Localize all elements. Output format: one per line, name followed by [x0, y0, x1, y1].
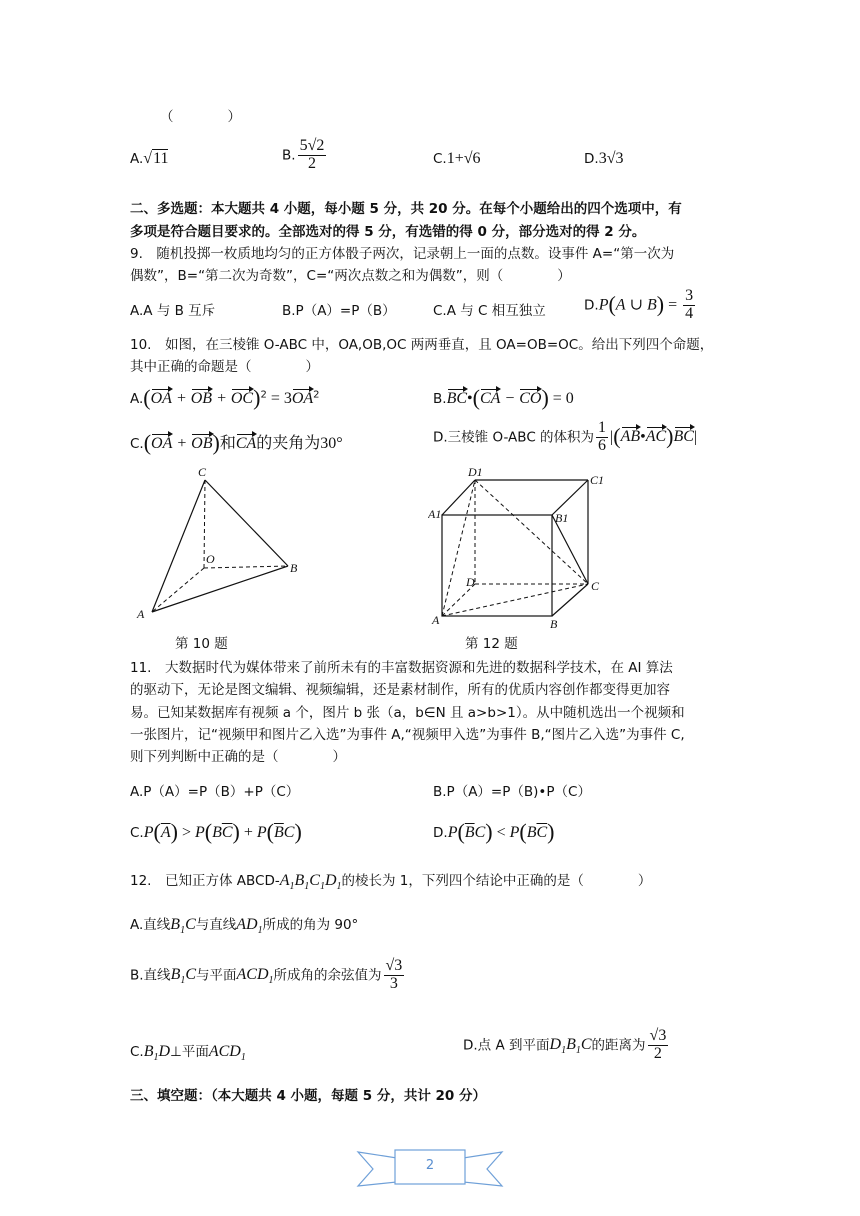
- q10-option-a: A.(OA + OB + $OC)^2 = 3OA^2$: [130, 385, 320, 410]
- q9-stem-line2: 偶数”，B=“第二次为奇数”，C=“两次点数之和为偶数”，则（ ）: [130, 268, 571, 284]
- q9-option-b: B.P（A）=P（B）: [282, 303, 396, 319]
- q12-option-b: B.直线$B_1C$与平面$ACD_1$所成角的余弦值为 $\frac{√3}{3}$: [130, 957, 403, 992]
- fig12-label-a1: A1: [428, 507, 442, 521]
- q11-option-d: $D.P(\overline{B}C) < P(B\overline{C})$: [433, 819, 555, 844]
- fig12-label-b: B: [550, 617, 558, 631]
- q8-option-b: B. $\frac{5√2}{2}$: [282, 137, 325, 172]
- fig12-label-c: C: [591, 579, 600, 593]
- q9-option-a: A.A 与 B 互斥: [130, 303, 216, 319]
- q12-option-c: $C.B_1D\perp$平面$ACD_1$: [130, 1043, 246, 1064]
- q10-stem-line1: 10. 如图，在三棱锥 O-ABC 中，OA,OB,OC 两两垂直，且 OA=OB=OC。给出下列四个命题，: [130, 337, 714, 353]
- q11-option-c: $C.P(\overline{A}) > P(B\overline{C}) + P(\overline{B}C)$: [130, 819, 302, 844]
- section3-header: 三、填空题：（本大题共 4 小题，每题 5 分，共计 20 分）: [130, 1088, 487, 1104]
- q11-option-b: B.P（A）=P（B)•P（C）: [433, 784, 591, 800]
- section2-line1: 二、多选题：本大题共 4 小题，每小题 5 分，共 20 分。在每个小题给出的四个选项中，有: [130, 201, 682, 217]
- figure-10-caption: 第 10 题: [175, 636, 228, 652]
- q10-option-d: D.三棱锥 O-ABC 的体积为 $\frac{1}{6}$ |(AB•AC)BC|: [433, 419, 698, 454]
- q8-option-d: D.3√3: [584, 150, 624, 167]
- q12-stem: 12. 已知正方体 ABCD-$A_1B_1C_1D_1$的棱长为 1，下列四个结论中正确的是（ ）: [130, 872, 652, 893]
- figure-10-tetrahedron: [130, 462, 310, 622]
- q8-option-c: C.1+√6: [433, 150, 481, 167]
- fig12-label-c1: C1: [590, 473, 605, 487]
- q10-option-c: C.(OA + OB)和CA的夹角为30°: [130, 430, 343, 455]
- q12-option-a: A.直线$B_1C$与直线$AD_1$所成的角为 90°: [130, 916, 359, 937]
- q11-stem-line1: 11. 大数据时代为媒体带来了前所未有的丰富数据资源和先进的数据科学技术，在 AI 算法: [130, 660, 673, 676]
- q11-stem-line5: 则下列判断中正确的是（ ）: [130, 749, 346, 765]
- figure-12-cube: [428, 462, 608, 632]
- q11-option-a: A.P（A）=P（B）+P（C）: [130, 784, 300, 800]
- q9-option-c: C.A 与 C 相互独立: [433, 303, 546, 319]
- q8-blank: （ ）: [160, 109, 241, 125]
- page-number: 2: [425, 1158, 435, 1173]
- q12-option-d: D.点 A 到平面$D_1B_1C$的距离为 $\frac{√3}{2}$: [463, 1027, 667, 1062]
- q11-stem-line4: 一张图片，记“视频甲和图片乙入选”为事件 A,“视频甲入选”为事件 B,“图片乙入选”为事件 C,: [130, 727, 685, 743]
- q9-option-d: D.P(A ∪ B) = $\frac{3}{4}$: [584, 287, 694, 322]
- q10-option-b: B.BC•(CA − CO) = 0: [433, 385, 574, 410]
- q11-stem-line3: 易。已知某数据库有视频 a 个，图片 b 张（a，b∈N 且 a>b>1）。从中随机选出一个视频和: [130, 705, 685, 721]
- q8-option-a: A.√11: [130, 150, 169, 167]
- fig10-label-b: B: [290, 561, 298, 575]
- q9-stem-line1: 9. 随机投掷一枚质地均匀的正方体骰子两次，记录朝上一面的点数。设事件 A=“第一次为: [130, 246, 675, 262]
- fig12-label-a: A: [432, 613, 440, 627]
- figure-12-caption: 第 12 题: [465, 636, 518, 652]
- fig10-label-o: O: [206, 552, 215, 566]
- section2-line2: 多项是符合题目要求的。全部选对的得 5 分，有选错的得 0 分，部分选对的得 2 分。: [130, 224, 646, 240]
- fig12-label-d: D: [466, 575, 475, 589]
- q11-stem-line2: 的驱动下，无论是图文编辑、视频编辑，还是素材制作，所有的优质内容创作都变得更加容: [130, 682, 670, 698]
- fig10-label-a: A: [137, 607, 145, 621]
- fig12-label-d1: D1: [468, 465, 483, 479]
- fig10-label-c: C: [198, 465, 207, 479]
- fig12-label-b1: B1: [555, 511, 569, 525]
- q10-stem-line2: 其中正确的命题是（ ）: [130, 359, 319, 375]
